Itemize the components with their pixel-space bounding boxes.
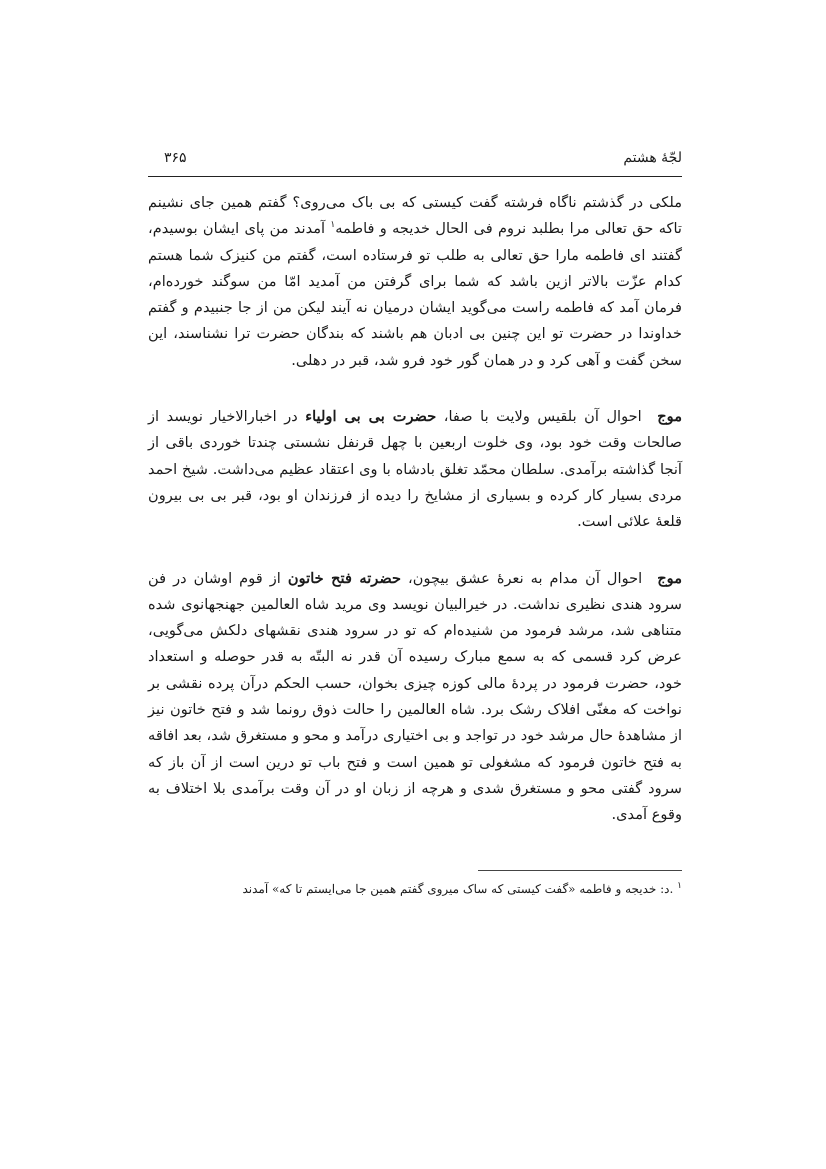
paragraph-3: موج احوال آن مدام به نعرهٔ عشق بیچون، حضرته فتح خاتون از قوم اوشان در فن سرود هندی نظیری نداشت. در خیرالبیان نویسد وی مرید شاه العالمین جهنجهانوی شده متناهی شد، مرشد فرمود من شنیده‌ام که تو در سرود هندی نقشهای دلکش می‌گویی، عرض کرد قسمی که به سمع مبارک رسیده آن قدر نه البتّه به قدر حوصله و استعداد خود، حضرت فرمود در پردهٔ مالی کوزه چیزی بخوان، حسب الحکم درآن پرده نقشی بر نواخت که مغنّی افلاک رشک برد. شاه العالمین را حالت ذوق رونما شد و فتح خاتون نیز از مشاهدهٔ حال مرشد خود در تواجد و بی اختیاری درآمد و محو و مستغرق شد، بعد افاقه به فتح خاتون فرمود که مشغولی تو همین است و فتح باب تو درین است از آن باز که سرود گفتی محو و مستغرق شدی و هرچه از زبان او در آن وقت برآمدی بلا اختلاف به وقوع آمدی.: [148, 569, 683, 824]
section-lead: موج: [657, 408, 683, 426]
book-page: [148, 0, 682, 1169]
footnote: [148, 880, 682, 898]
running-header: [148, 150, 682, 174]
footnote-rule: [478, 870, 682, 871]
saint-name: حضرته فتح خاتون: [287, 569, 402, 587]
chapter-title: لجّهٔ هشتم: [623, 150, 682, 166]
section-lead: موج: [657, 569, 683, 587]
footnote-text: .د: خدیجه و فاطمه «گفت کیستی که ساک میروی گفتم همین جا می‌ایستم تا که» آمدند: [242, 882, 674, 896]
header-rule: [148, 176, 682, 177]
footnote-marker[interactable]: ۱: [330, 220, 336, 231]
saint-name: حضرت بی بی اولیاء: [305, 408, 437, 426]
paragraph-1: ملکی در گذشتم ناگاه فرشته گفت کیستی که بی باک می‌روی؟ گفتم همین جای نشینم تاکه حق تعالی مرا بطلبد نروم فی الحال خدیجه و فاطمه$^۱$ آمدند من پای ایشان بوسیدم، گفتند ای فاطمه مارا حق تعالی به طلب تو فرستاده است، گفتم من کنیزک شما هستم کدام عزّت بالاتر ازین باشد که شما برای گرفتن من آمدید امّا من سوگند خورده‌ام، فرمان آمد که فاطمه راست می‌گوید ایشان درمیان نه آیند لیکن من از جا جنبیدم و گفتم خداوندا در حضرت تو این چنین بی ادبان هم باشند که بندگان حضرت ترا نشناسند، این سخن گفت و آهی کرد و در همان گور خود فرو شد، قبر در دهلی.: [148, 194, 683, 369]
footnote-number: ۱: [677, 881, 682, 891]
main-text: [148, 190, 682, 829]
paragraph-2: موج احوال آن بلقیس ولایت با صفا، حضرت بی بی اولیاء در اخبارالاخیار نویسد از صالحات وقت خود بود، وی خلوت اربعین با چهل قرنفل نشستی چندتا خوردی باقی از آنجا گذاشته برآمدی. سلطان محمّد تغلق بادشاه با وی اعتقاد عظیم می‌داشت. شیخ احمد مردی بسیار کار کرده و بسیاری از مشایخ را دیده از فرزندان او بود، قبر بی بی بیرون قلعهٔ علائی است.: [148, 408, 683, 531]
page-number: ۳۶۵: [164, 150, 187, 166]
